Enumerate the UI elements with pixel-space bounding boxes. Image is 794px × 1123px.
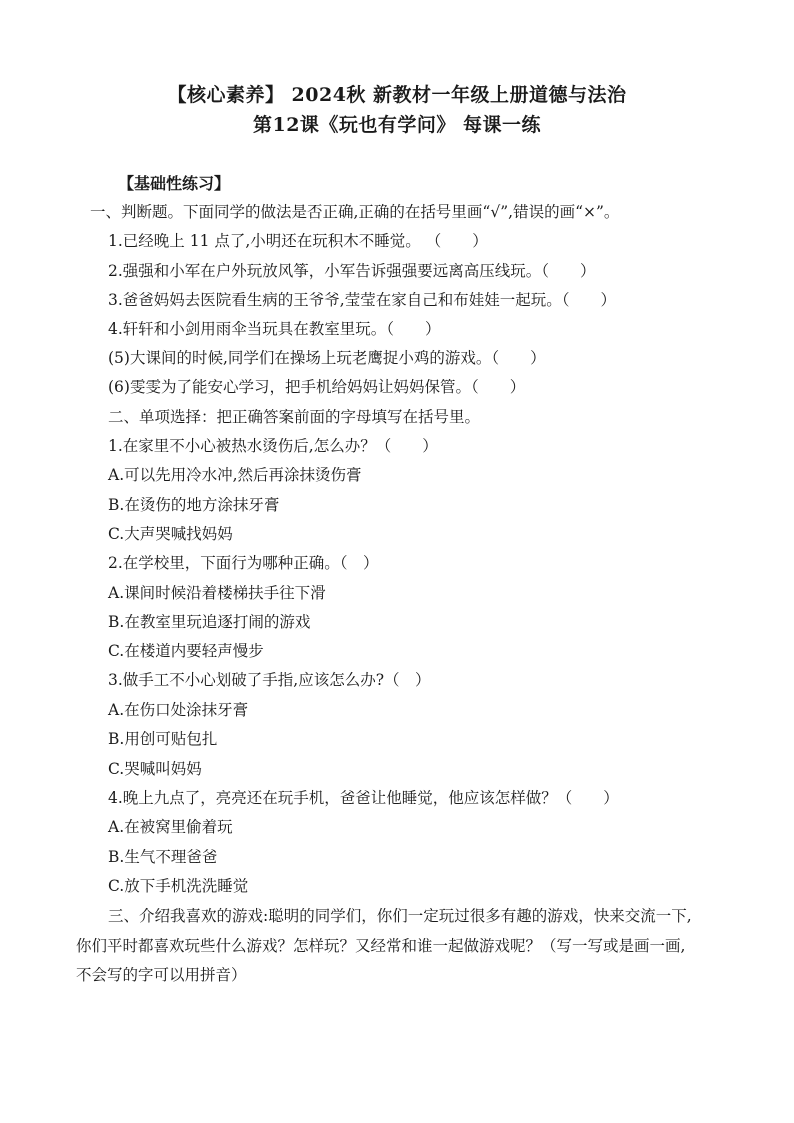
choice-option-2a: A.课间时候沿着楼梯扶手往下滑 [108, 584, 326, 602]
part3-line-2: 你们平时都喜欢玩些什么游戏？怎样玩？又经常和谁一起做游戏呢？（写一写或是画一画, [76, 937, 686, 955]
choice-option-2b: B.在教室里玩追逐打闹的游戏 [108, 613, 311, 631]
judgment-item-5: (5)大课间的时候,同学们在操场上玩老鹰捉小鸡的游戏。（ ） [108, 349, 546, 367]
choice-question-3: 3.做手工不小心划破了手指,应该怎么办?（ ） [108, 671, 431, 689]
choice-question-1: 1.在家里不小心被热水烫伤后,怎么办？（ ） [108, 437, 438, 455]
judgment-item-6: (6)雯雯为了能安心学习，把手机给妈妈让妈妈保管。（ ） [108, 378, 526, 396]
choice-option-3b: B.用创可贴包扎 [108, 730, 218, 748]
section-label: 【基础性练习】 [118, 174, 231, 193]
choice-option-4b: B.生气不理爸爸 [108, 848, 218, 866]
choice-option-1b: B.在烫伤的地方涂抹牙膏 [108, 496, 280, 514]
part1-heading: 一、判断题。下面同学的做法是否正确,正确的在括号里画“√”,错误的画“×”。 [90, 203, 620, 221]
page-title: 【核心素养】 2024秋 新教材一年级上册道德与法治 [167, 84, 627, 106]
part2-heading: 二、单项选择：把正确答案前面的字母填写在括号里。 [108, 408, 481, 426]
choice-option-4a: A.在被窝里偷着玩 [108, 818, 233, 836]
choice-option-1a: A.可以先用冷水冲,然后再涂抹烫伤膏 [108, 466, 362, 484]
part3-line-3: 不会写的字可以用拼音） [76, 966, 247, 984]
judgment-item-4: 4.轩轩和小剑用雨伞当玩具在教室里玩。（ ） [108, 320, 441, 338]
choice-option-4c: C.放下手机洗洗睡觉 [108, 877, 249, 895]
judgment-item-2: 2.强强和小军在户外玩放风筝，小军告诉强强要远离高压线玩。（ ） [108, 262, 596, 280]
page-subtitle: 第12课《玩也有学问》 每课一练 [252, 114, 542, 136]
judgment-item-1: 1.已经晚上 11 点了,小明还在玩积木不睡觉。 （ ） [108, 232, 488, 250]
choice-question-2: 2.在学校里，下面行为哪种正确。（ ） [108, 554, 379, 572]
choice-option-1c: C.大声哭喊找妈妈 [108, 525, 233, 543]
judgment-item-3: 3.爸爸妈妈去医院看生病的王爷爷,莹莹在家自己和布娃娃一起玩。（ ） [108, 291, 616, 309]
choice-option-2c: C.在楼道内要轻声慢步 [108, 642, 264, 660]
part3-line-1: 三、介绍我喜欢的游戏:聪明的同学们，你们一定玩过很多有趣的游戏，快来交流一下, [108, 907, 692, 925]
choice-option-3a: A.在伤口处涂抹牙膏 [108, 701, 249, 719]
choice-option-3c: C.哭喊叫妈妈 [108, 760, 202, 778]
choice-question-4: 4.晚上九点了，亮亮还在玩手机，爸爸让他睡觉，他应该怎样做？（ ） [108, 789, 619, 807]
